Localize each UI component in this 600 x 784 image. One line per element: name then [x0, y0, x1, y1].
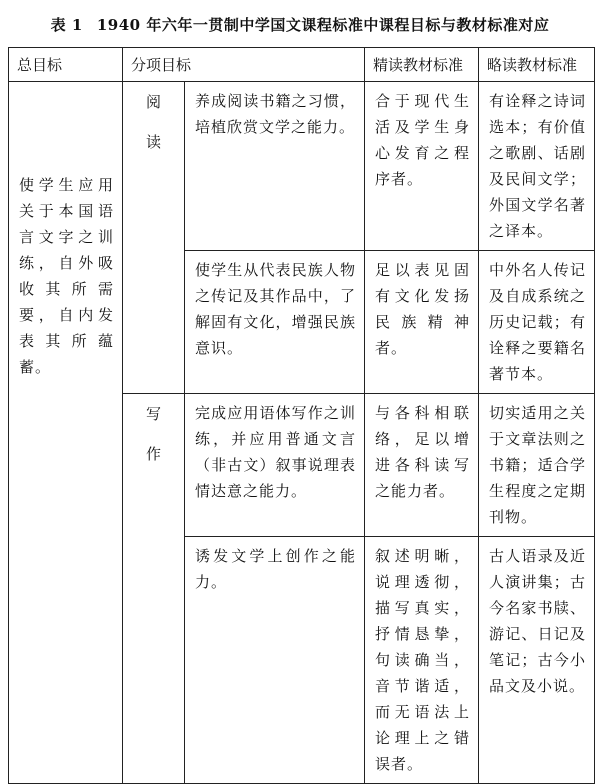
overall-goal-cell [9, 82, 123, 784]
header-overall-goal: 总目标 [9, 48, 123, 82]
sub-goal-text: 养成阅读书籍之习惯，培植欣赏文学之能力。 [195, 92, 357, 136]
extensive-text: 中外名人传记及自成系统之历史记载；有诠释之要籍名著节本。 [489, 261, 587, 383]
table-title [0, 14, 600, 35]
category-reading-cell [123, 82, 185, 394]
category-writing: 写作 [145, 405, 161, 463]
category-reading: 阅读 [145, 93, 161, 151]
intensive-text: 合于现代生活及学生身心发育之程序者。 [375, 92, 471, 188]
overall-goal-text: 使学生应用关于本国语言文字之训练，自外吸收其所需要，自内发表其所蕴蓄。 [19, 176, 114, 376]
intensive-cell [365, 537, 479, 784]
intensive-cell [365, 82, 479, 251]
header-intensive-reading: 精读教材标准 [365, 48, 479, 82]
intensive-cell [365, 251, 479, 394]
extensive-text: 切实适用之关于文章法则之书籍；适合学生程度之定期刊物。 [489, 404, 587, 526]
header-row [9, 48, 595, 82]
extensive-cell [479, 251, 595, 394]
sub-goal-cell [185, 251, 365, 394]
extensive-cell [479, 394, 595, 537]
header-sub-goal: 分项目标 [123, 48, 365, 82]
intensive-text: 叙述明晰，说理透彻，描写真实，抒情恳挚，句读确当，音节谐适，而无语法上论理上之错误者。 [375, 547, 471, 773]
header-extensive-reading: 略读教材标准 [479, 48, 595, 82]
table-row [9, 82, 595, 251]
sub-goal-cell [185, 82, 365, 251]
table-number: 表 1 [50, 16, 83, 34]
extensive-text: 有诠释之诗词选本；有价值之歌剧、话剧及民间文学；外国文学名著之译本。 [489, 92, 587, 240]
intensive-cell [365, 394, 479, 537]
category-writing-cell [123, 394, 185, 784]
extensive-text: 古人语录及近人演讲集；古今名家书牍、游记、日记及笔记；古今小品文及小说。 [489, 547, 587, 695]
sub-goal-cell [185, 537, 365, 784]
sub-goal-cell [185, 394, 365, 537]
curriculum-standard-table [8, 47, 595, 784]
intensive-text: 与各科相联络，足以增进各科读写之能力者。 [375, 404, 471, 500]
intensive-text: 足以表见固有文化发扬民族精神者。 [375, 261, 471, 357]
sub-goal-text: 完成应用语体写作之训练，并应用普通文言（非古文）叙事说理表情达意之能力。 [195, 404, 357, 500]
extensive-cell [479, 82, 595, 251]
sub-goal-text: 使学生从代表民族人物之传记及其作品中，了解固有文化，增强民族意识。 [195, 261, 357, 357]
extensive-cell [479, 537, 595, 784]
table-title-text: 1940 年六年一贯制中学国文课程标准中课程目标与教材标准对应 [96, 16, 550, 34]
sub-goal-text: 诱发文学上创作之能力。 [195, 547, 357, 591]
